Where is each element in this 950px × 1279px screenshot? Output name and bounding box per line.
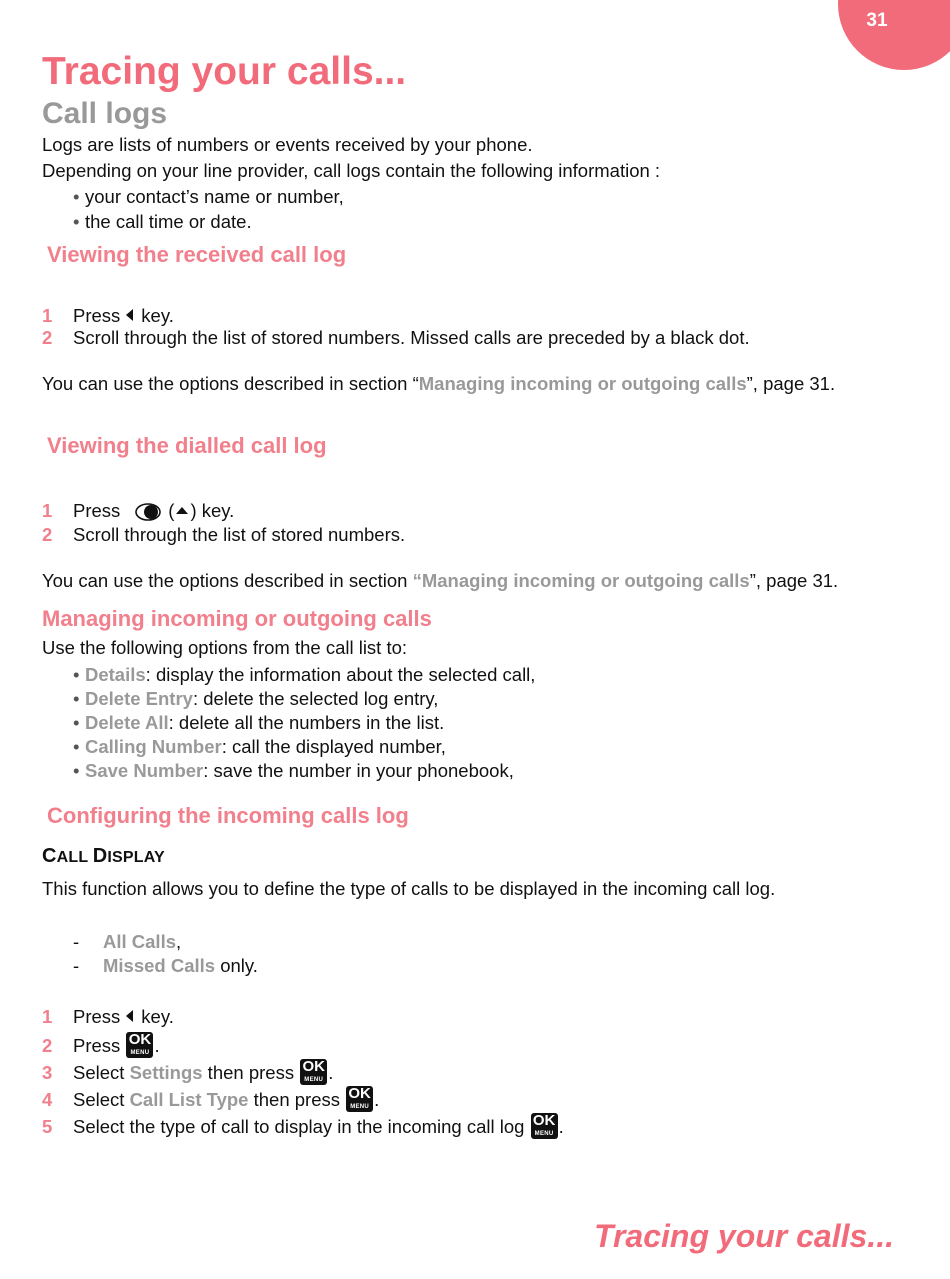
dialled-log-heading: Viewing the dialled call log [47, 433, 327, 458]
page-number: 31 [866, 10, 888, 31]
call-display-description: This function allows you to define the type of calls to be displayed in the incoming call log. [42, 878, 776, 899]
ok-menu-key-icon: OK MENU [300, 1059, 327, 1085]
managing-calls-heading: Managing incoming or outgoing calls [42, 606, 432, 631]
up-arrow-key-icon [176, 507, 188, 514]
intro-bullet: • the call time or date. [73, 211, 252, 232]
ok-menu-key-icon: OK MENU [126, 1032, 153, 1058]
config-step-5: 5 Select the type of call to display in the incoming call log OK MENU . [42, 1112, 564, 1137]
intro-line-1: Logs are lists of numbers or events received by your phone. [42, 134, 533, 155]
ok-menu-key-icon: OK MENU [531, 1113, 558, 1139]
ok-menu-key-icon: OK MENU [346, 1086, 373, 1112]
received-step-2: 2 Scroll through the list of stored numbers. Missed calls are preceded by a black dot. [42, 327, 750, 348]
page-title: Tracing your calls... [42, 50, 407, 93]
page-number-badge [838, 0, 950, 70]
left-arrow-key-icon [126, 1010, 133, 1022]
option-item: • Calling Number: call the displayed number, [73, 736, 446, 757]
received-step-1: 1 Press key. [42, 305, 174, 326]
intro-line-2: Depending on your line provider, call logs contain the following information : [42, 160, 661, 181]
dialled-step-1: 1 Press ( ) key. [42, 500, 235, 521]
received-note: You can use the options described in section “Managing incoming or outgoing calls”, page 31. [42, 373, 836, 394]
intro-bullet: • your contact’s name or number, [73, 186, 344, 207]
option-item: • Details: display the information about the selected call, [73, 664, 536, 685]
config-step-4: 4 Select Call List Type then press OK MENU . [42, 1085, 380, 1110]
option-item: • Delete Entry: delete the selected log entry, [73, 688, 439, 709]
received-log-heading: Viewing the received call log [47, 242, 347, 267]
page-footer: Tracing your calls... [594, 1218, 894, 1254]
config-step-3: 3 Select Settings then press OK MENU . [42, 1058, 334, 1083]
managing-intro: Use the following options from the call list to: [42, 637, 408, 658]
choice-item: - Missed Calls only. [73, 955, 258, 976]
choice-item: - All Calls, [73, 931, 182, 952]
option-item: • Save Number: save the number in your phonebook, [73, 760, 514, 781]
navigation-key-icon [134, 503, 162, 521]
call-display-subheading: CALL DISPLAY [42, 845, 165, 867]
dialled-step-2: 2 Scroll through the list of stored numbers. [42, 524, 406, 545]
option-item: • Delete All: delete all the numbers in the list. [73, 712, 445, 733]
configuring-heading: Configuring the incoming calls log [47, 803, 409, 828]
managing-calls-link: Managing incoming or outgoing calls [418, 373, 747, 394]
dialled-note: You can use the options described in section “Managing incoming or outgoing calls”, page 31. [42, 570, 839, 591]
config-step-1: 1 Press key. [42, 1006, 174, 1027]
config-step-2: 2 Press OK MENU . [42, 1031, 160, 1056]
left-arrow-key-icon [126, 309, 133, 321]
managing-calls-link: “Managing incoming or outgoing calls [412, 570, 750, 591]
section-title: Call logs [42, 97, 168, 130]
